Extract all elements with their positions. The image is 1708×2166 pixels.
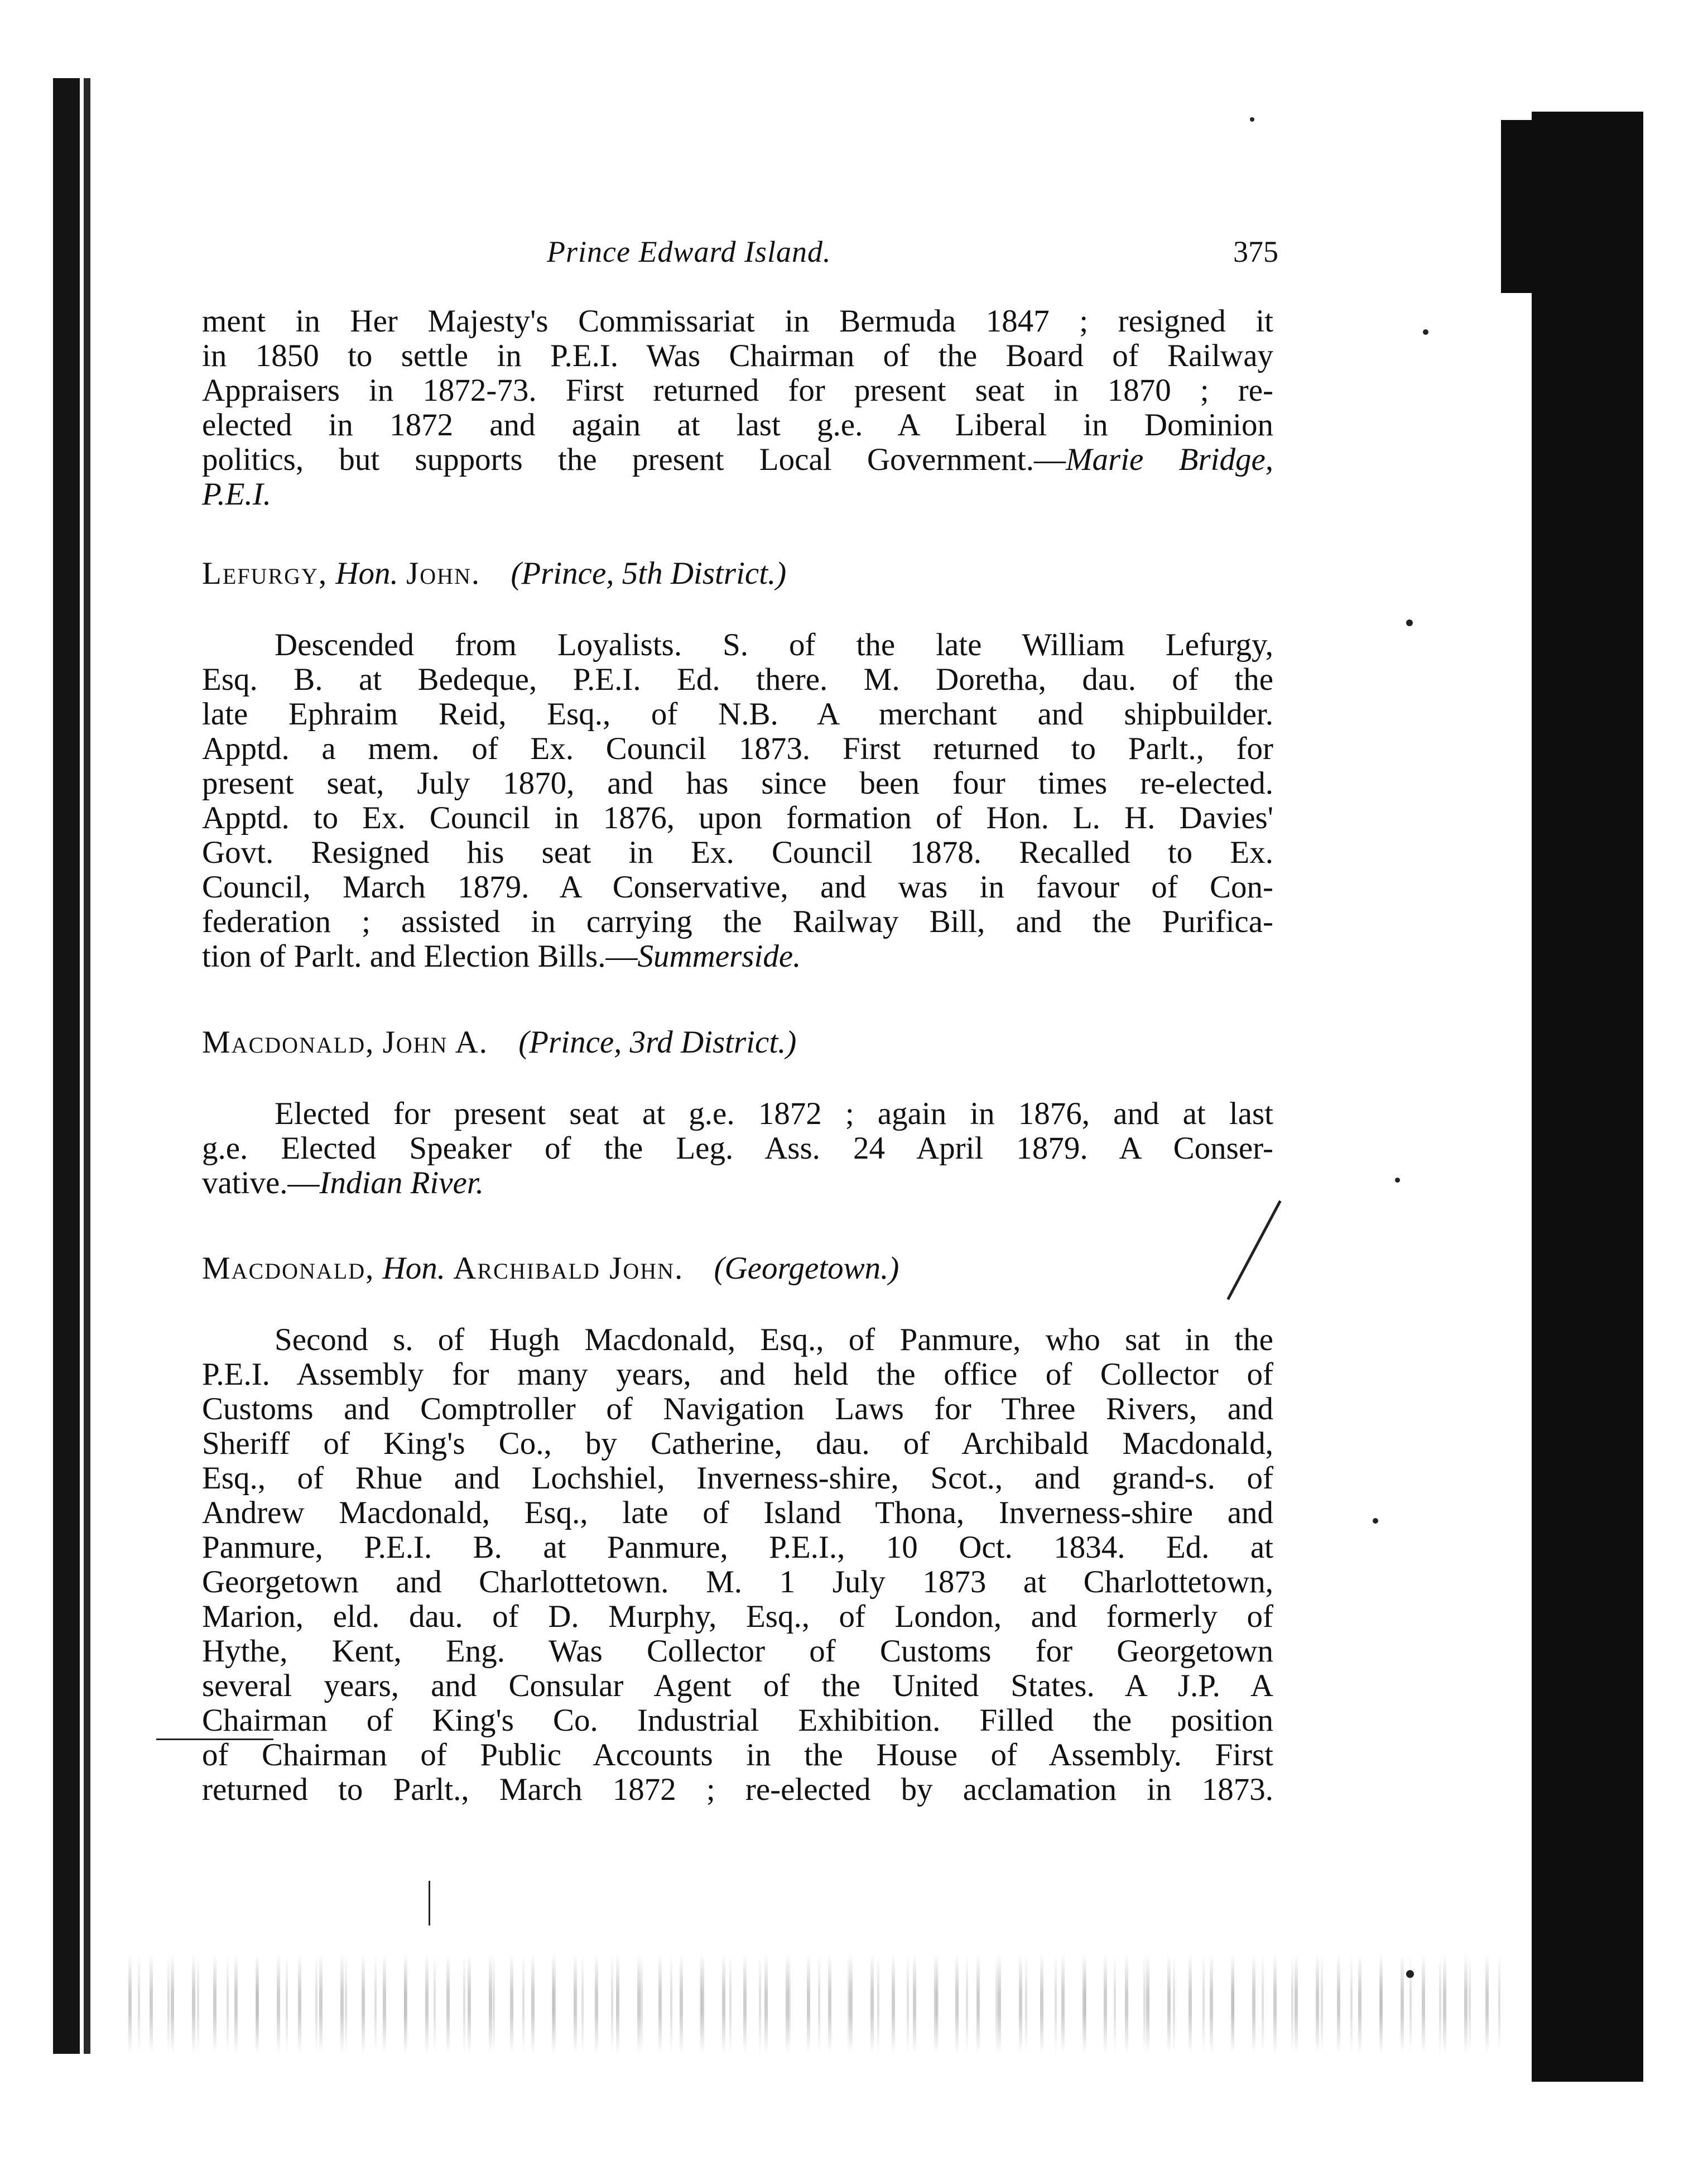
text-line: Panmure, P.E.I. B. at Panmure, P.E.I., 10 Oct. 1834. Ed. at (202, 1530, 1273, 1565)
scan-speck (1406, 619, 1413, 626)
text-line: of Chairman of Public Accounts in the House of Assembly. First (202, 1737, 1273, 1773)
entry-paragraph (202, 628, 1273, 974)
text-line: Marion, eld. dau. of D. Murphy, Esq., of London, and formerly of (202, 1599, 1273, 1634)
text-line-with-residence (202, 1166, 1273, 1200)
text-fragment: vative.— (202, 1165, 320, 1200)
text-line: Chairman of King's Co. Industrial Exhibition. Filled the position (202, 1703, 1273, 1738)
entry-surname: Macdonald, (202, 1251, 375, 1286)
text-line: ment in Her Majesty's Commissariat in Bermuda 1847 ; resigned it (202, 304, 1273, 339)
text-line: Customs and Comptroller of Navigation Laws for Three Rivers, and (202, 1391, 1273, 1427)
text-line: Hythe, Kent, Eng. Was Collector of Customs for Georgetown (202, 1634, 1273, 1669)
text-line: Esq., of Rhue and Lochshiel, Inverness-shire, Scot., and grand-s. of (202, 1461, 1273, 1496)
text-line: Govt. Resigned his seat in Ex. Council 1878. Recalled to Ex. (202, 835, 1273, 870)
entry-given-name: John. (406, 556, 481, 591)
residence-continued: P.E.I. (202, 477, 272, 512)
binding-shadow-left (53, 78, 80, 2054)
entry-district: (Prince, 5th District.) (511, 556, 787, 591)
text-line-with-residence (202, 443, 1273, 477)
entry-given-name: John A. (382, 1025, 488, 1060)
text-line: Apptd. a mem. of Ex. Council 1873. First returned to Parlt., for (202, 731, 1273, 766)
scan-speck (1423, 329, 1428, 335)
residence: Indian River. (319, 1165, 484, 1200)
page-number: 375 (1233, 235, 1278, 268)
text-line: Andrew Macdonald, Esq., late of Island Thona, Inverness-shire and (202, 1495, 1273, 1530)
text-fragment: politics, but supports the present Local Government.— (202, 442, 1066, 477)
text-line: Elected for present seat at g.e. 1872 ; again in 1876, and at last (275, 1096, 1273, 1131)
entry-paragraph (202, 1097, 1273, 1200)
text-line: elected in 1872 and again at last g.e. A Liberal in Dominion (202, 407, 1273, 443)
entry-surname: Lefurgy, (202, 556, 328, 591)
scan-noise-bottom (128, 1953, 1501, 2054)
scan-speck (1250, 117, 1254, 122)
page-edge-shadow-right-top (1501, 120, 1534, 293)
text-line-with-residence (202, 939, 1273, 974)
text-line: in 1850 to settle in P.E.I. Was Chairman of the Board of Railway (202, 338, 1273, 373)
text-line: Sheriff of King's Co., by Catherine, dau. of Archibald Macdonald, (202, 1426, 1273, 1461)
text-line: present seat, July 1870, and has since been four times re-elected. (202, 766, 1273, 801)
entry-district: (Prince, 3rd District.) (518, 1025, 797, 1060)
residence: Summerside. (637, 939, 801, 974)
text-line: Appraisers in 1872-73. First returned for present seat in 1870 ; re- (202, 373, 1273, 408)
page-edge-shadow-right (1532, 112, 1643, 2082)
entry-honorific: Hon. (382, 1251, 446, 1286)
text-line: Second s. of Hugh Macdonald, Esq., of Panmure, who sat in the (275, 1322, 1273, 1357)
text-line: several years, and Consular Agent of the United States. A J.P. A (202, 1668, 1273, 1703)
continuation-paragraph (202, 304, 1273, 512)
entry-surname: Macdonald, (202, 1025, 375, 1060)
running-title: Prince Edward Island. (547, 235, 831, 268)
entry-heading (202, 1024, 796, 1060)
residence: Marie Bridge, (1066, 442, 1274, 477)
text-line: Council, March 1879. A Conservative, and was in favour of Con- (202, 870, 1273, 905)
entry-heading (202, 555, 786, 592)
text-line: Apptd. to Ex. Council in 1876, upon formation of Hon. L. H. Davies' (202, 800, 1273, 835)
entry-paragraph (202, 1323, 1273, 1807)
text-line: Georgetown and Charlottetown. M. 1 July 1873 at Charlottetown, (202, 1564, 1273, 1600)
text-fragment: tion of Parlt. and Election Bills.— (202, 939, 638, 974)
scan-speck (1395, 1178, 1400, 1183)
scan-stray-mark (429, 1881, 430, 1925)
scan-speck (1406, 1970, 1414, 1978)
text-line: returned to Parlt., March 1872 ; re-elected by acclamation in 1873. (202, 1772, 1273, 1807)
binding-shadow-left-inner (84, 78, 90, 2054)
entry-given-name: Archibald John. (453, 1251, 684, 1286)
text-line: P.E.I. Assembly for many years, and held the office of Collector of (202, 1357, 1273, 1392)
text-line: federation ; assisted in carrying the Railway Bill, and the Purifica- (202, 904, 1273, 939)
text-line: Descended from Loyalists. S. of the late William Lefurgy, (275, 627, 1273, 662)
text-line: late Ephraim Reid, Esq., of N.B. A merchant and shipbuilder. (202, 697, 1273, 732)
entry-honorific: Hon. (335, 556, 398, 591)
text-line: g.e. Elected Speaker of the Leg. Ass. 24 April 1879. A Conser- (202, 1131, 1273, 1166)
pencil-margin-mark (1226, 1200, 1281, 1300)
text-line: Esq. B. at Bedeque, P.E.I. Ed. there. M. Doretha, dau. of the (202, 662, 1273, 697)
entry-heading (202, 1250, 899, 1286)
scan-speck (1373, 1518, 1378, 1524)
entry-district: (Georgetown.) (714, 1251, 899, 1286)
